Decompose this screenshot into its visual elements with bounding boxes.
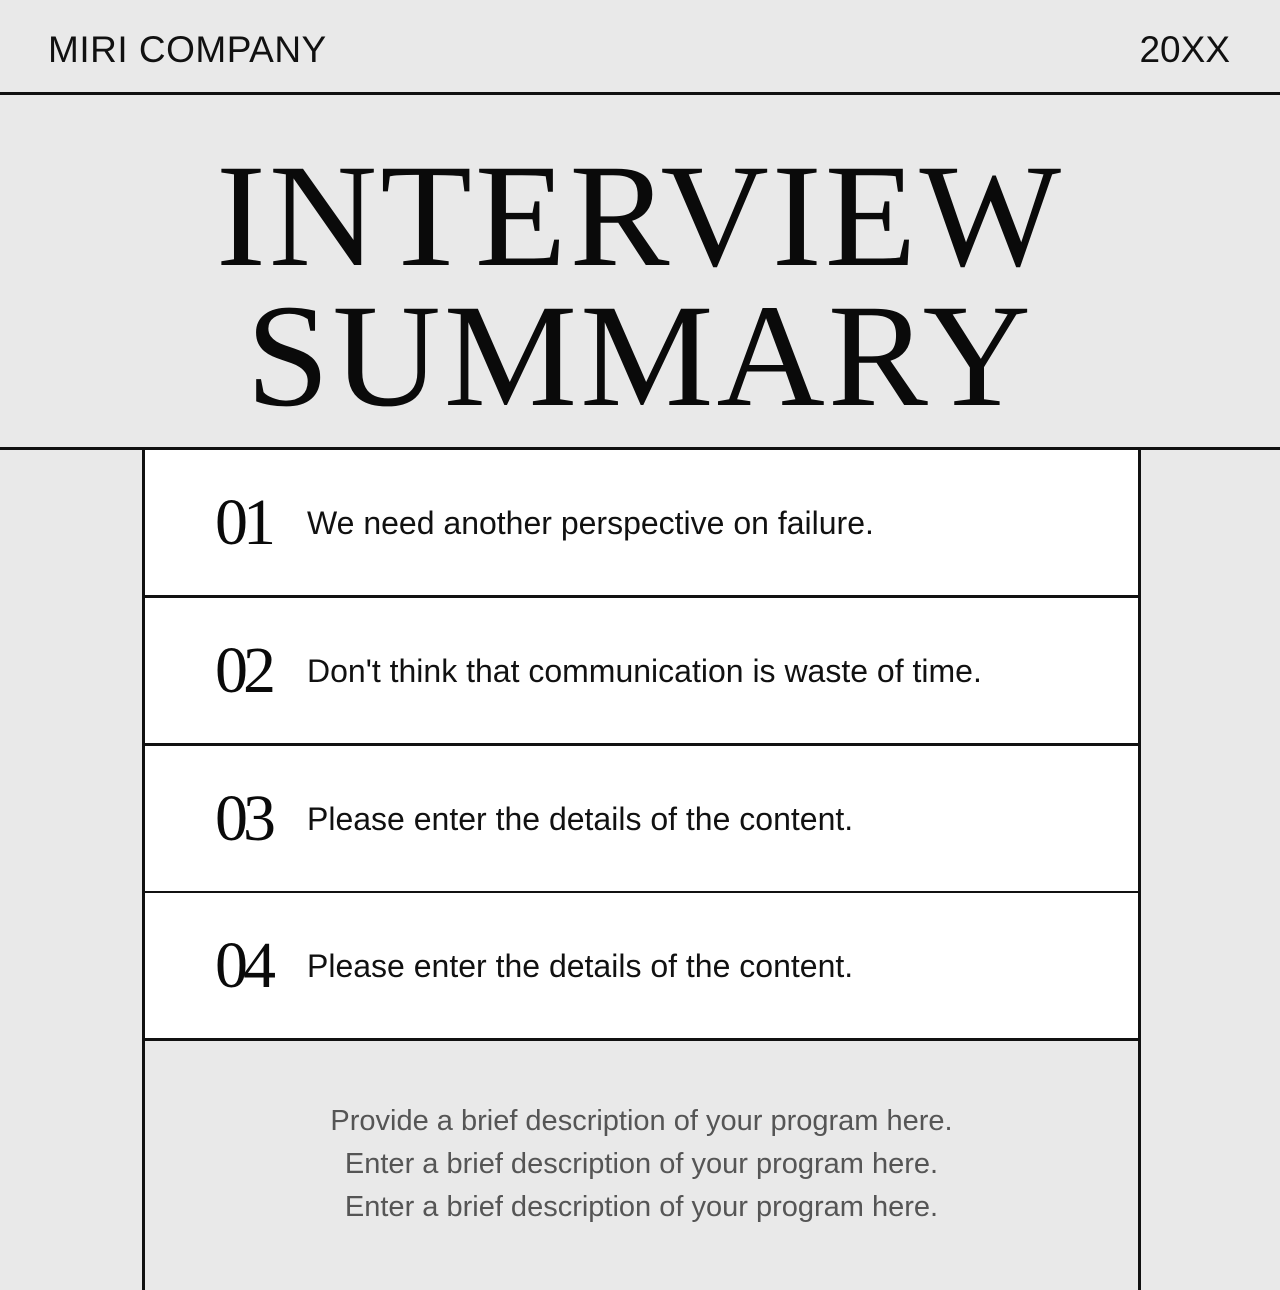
summary-item-4 [145, 893, 1138, 1041]
title-line-1: INTERVIEW [215, 134, 1065, 298]
title-block [0, 95, 1280, 447]
item-number: 01 [215, 485, 271, 559]
description-line-3: Enter a brief description of your program here. [344, 1191, 939, 1223]
summary-panel [142, 450, 1141, 1290]
item-number: 02 [215, 633, 271, 707]
company-name: MIRI COMPANY [48, 29, 327, 70]
description-line-2: Enter a brief description of your program here. [344, 1148, 939, 1180]
item-text: We need another perspective on failure. [307, 504, 874, 541]
program-description [145, 1100, 1138, 1229]
item-number: 04 [215, 928, 271, 1002]
summary-item-1 [145, 450, 1138, 598]
item-text: Please enter the details of the content. [307, 947, 854, 984]
item-text: Please enter the details of the content. [307, 800, 854, 837]
year-label: 20XX [1139, 29, 1230, 70]
item-number: 03 [215, 781, 271, 855]
item-text: Don't think that communication is waste of time. [307, 652, 982, 689]
summary-item-3 [145, 746, 1138, 894]
title-line-2: SUMMARY [246, 274, 1034, 438]
summary-item-2 [145, 598, 1138, 746]
header-bar [0, 0, 1280, 92]
description-line-1: Provide a brief description of your program here. [330, 1105, 953, 1137]
